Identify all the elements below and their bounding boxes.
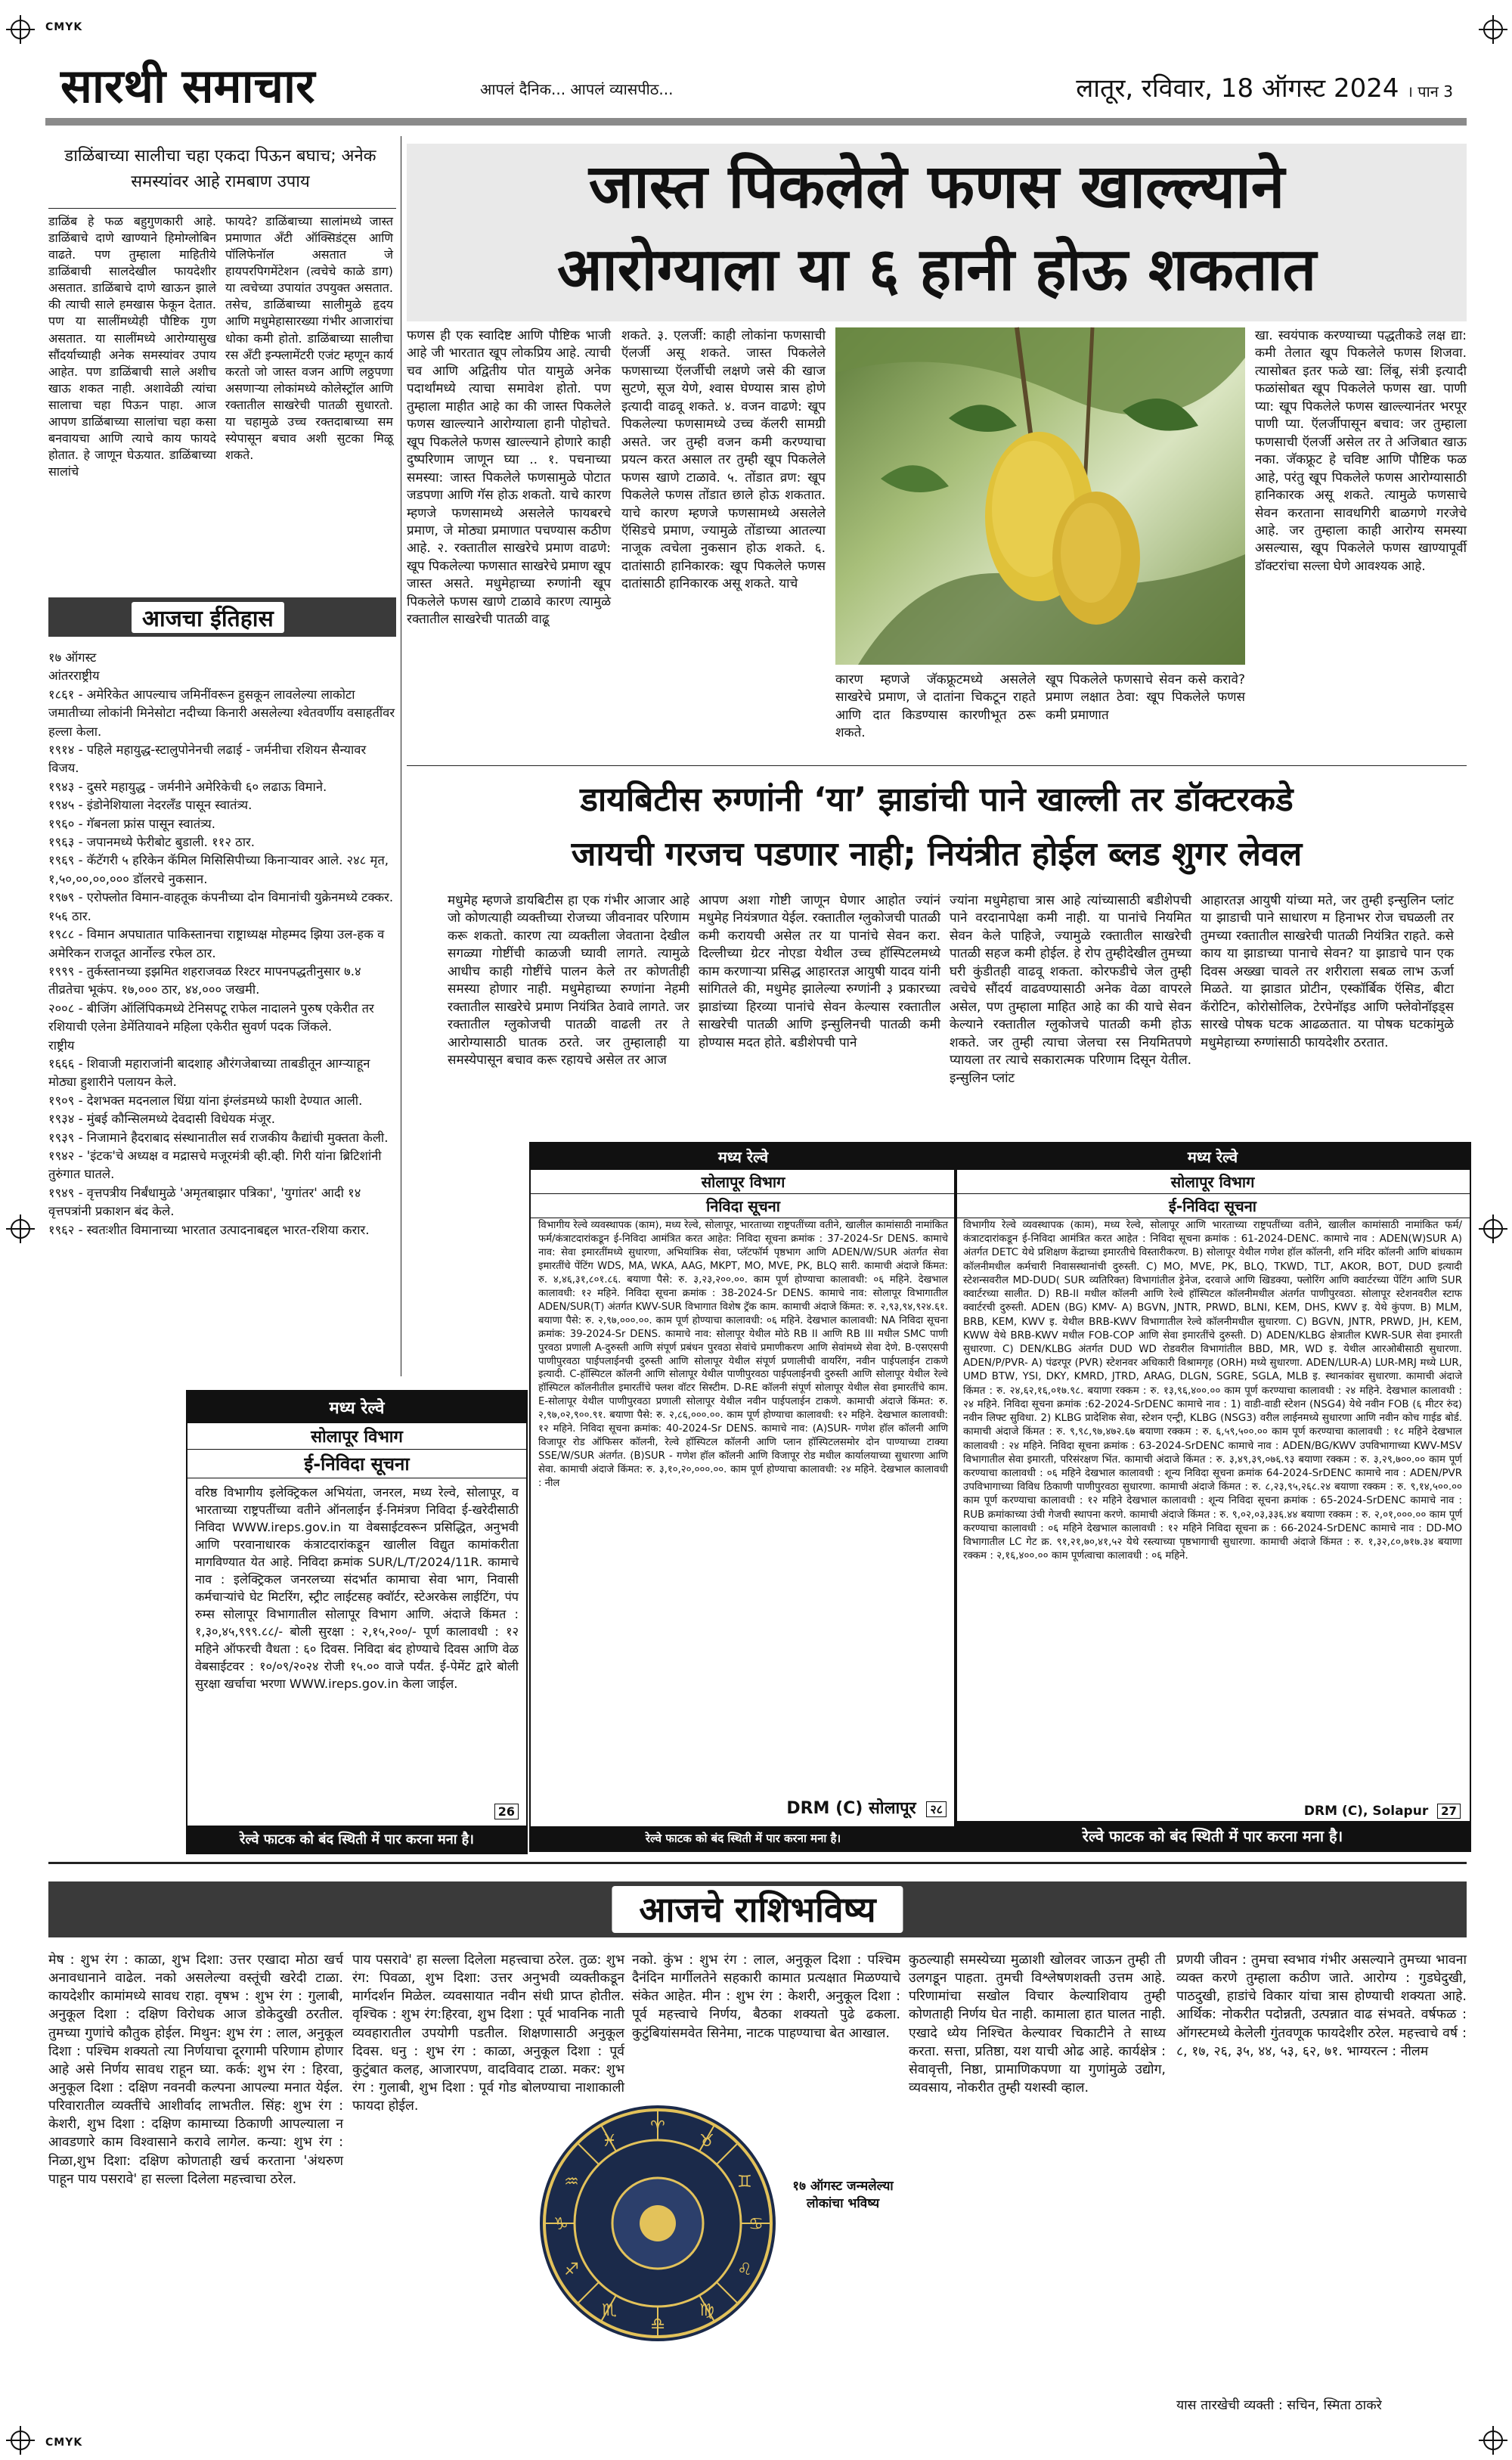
- horoscope-heading-bar: [48, 1881, 1467, 1937]
- horoscope-col2: पाय पसरावे' हा सल्ला दिलेला महत्त्वाचा ठरेल. तुळ: शुभ रंग: पिवळा, शुभ दिशा: उत्तर अनुभवी व्यक्तीकडून मार्गदर्शन मिळेल. व्यवसायात नवीन संधी प्राप्त होतील. वृश्चिक : शुभ रंग:हिरवा, शुभ दिशा : पूर्व भावनिक नाती व्यवहारातील उपयोगी पडतील. शिक्षणासाठी अनुकूल दिवस. धनु : शुभ रंग : काळा, अनुकूल दिशा : पूर्व कुटुंबात कलह, आजारपण, वादविवाद टाळा. मकर: शुभ रंग : गुलाबी, शुभ दिशा : पूर्व गोड बोलण्याचा नाशाकाली फायदा होईल.: [352, 1953, 624, 2114]
- diabetes-headline-line2: जायची गरजच पडणार नाही; नियंत्रीत होईल ब्लड शुगर लेवल: [571, 835, 1303, 873]
- history-line: २००८ - बीजिंग ऑलिंपिकमध्ये टेनिसपटू राफेल नादालने पुरुष एकेरीत तर रशियाची एलेना डेमेंतियावने महिला एकेरीत सुवर्ण पदक जिंकले.: [48, 1000, 374, 1035]
- history-heading-bar: [48, 597, 396, 637]
- jackfruit-photo-caption-right: खूप पिकलेले फणसाचे सेवन कसे करावे? प्रमाण लक्षात ठेवा: खूप पिकलेले फणस कमी प्रमाणात: [1046, 672, 1245, 723]
- history-line: १९४२ - 'इंटक'चे अध्यक्ष व मद्रासचे मजूरमंत्री व्ही.व्ही. गिरी यांना ब्रिटिशांनी तुरुंगात घातले.: [48, 1148, 382, 1182]
- jackfruit-col3: खा. स्वयंपाक करण्याच्या पद्धतीकडे लक्ष द्या: कमी तेलात खूप पिकलेले फणस शिजवा. त्यासोबत इतर फळे खा: लिंबू, संत्री इत्यादी फळांसोबत खूप पिकलेले फणस खा. पाणी प्या: खूप पिकलेले फणस खाल्ल्यानंतर भरपूर पाणी प्या. ऍलर्जीपासून बचाव: जर तुम्हाला फणसाची ऍलर्जी असेल तर ते अजिबात खाऊ नका. जॅकफ्रूट हे चविष्ट आणि पौष्टिक फळ आहे, परंतु खूप पिकलेले फणस आरोग्यासाठी हानिकारक असू शकते. त्यामुळे फणसाचे सेवन करताना सावधगिरी बाळगणे गरजेचे आहे. जर तुम्हाला काही आरोग्य समस्या असल्यास, खूप पिकलेले फणस खाण्यापूर्वी डॉक्टरांचा सल्ला घेणे आवश्यक आहे.: [1255, 328, 1467, 574]
- notice-c-number: 27: [1437, 1804, 1461, 1819]
- notice-b-footer: रेल्वे फाटक को बंद स्थिती में पार करना मना है।: [531, 1826, 956, 1850]
- history-line: १९७९ - एरोफ्लोत विमान-वाहतूक कंपनीच्या दोन विमानांची युक्रेनमध्ये टक्कर. १५६ ठार.: [48, 890, 394, 923]
- notice-b-title: निविदा सूचना: [531, 1194, 956, 1218]
- history-line: १९१४ - पहिले महायुद्ध-स्टालुपोनेनची लढाई - जर्मनीचा रशियन सैन्यावर विजय.: [48, 743, 367, 776]
- svg-text:♓: ♓: [602, 2132, 617, 2151]
- history-line: १९६२ - स्वतःशीत विमानाच्या भारतात उत्पादनाबद्दल भारत-रशिया करार.: [48, 1222, 370, 1237]
- tender-notice-c: [954, 1142, 1471, 1852]
- tender-notice-a: [186, 1390, 528, 1854]
- svg-text:♏: ♏: [602, 2301, 617, 2320]
- pomegranate-rule: [48, 208, 396, 209]
- diabetes-headline-line1: डायबिटीस रुग्णांनी ‘या’ झाडांची पाने खाल्ली तर डॉक्टरकडे: [580, 780, 1294, 819]
- jackfruit-col1: फणस ही एक स्वादिष्ट आणि पौष्टिक भाजी आहे जी भारतात खूप लोकप्रिय आहे. त्याची चव आणि अद्वितीय पोत यामुळे अनेक पदार्थांमध्ये त्याचा समावेश होतो. पण तुम्हाला माहीत आहे का की जास्त पिकलेले फणस खाल्ल्याने आरोग्याला हानी पोहोचते. खूप पिकलेले फणस खाल्ल्याने होणारे काही दुष्परिणाम जाणून घ्या .. १. पचनाच्या समस्या: जास्त पिकलेले फणसामुळे पोटात जडपणा आणि गॅस होऊ शकतो. याचे कारण म्हणजे फणसामध्ये असलेले फायबरचे प्रमाण, जे मोठ्या प्रमाणात पचण्यास कठीण आहे. २. रक्तातील साखरेचे प्रमाण वाढणे: खूप पिकलेल्या फणसात साखरेचे प्रमाण खूप जास्त असते. मधुमेहाच्या रुग्णांनी खूप पिकलेले फणस खाणे टाळावे कारण त्यामुळे रक्तातील साखरेची पातळी वाढू: [407, 328, 611, 628]
- horoscope-top-rule: [48, 1862, 1467, 1864]
- history-line: १९६३ - जपानमध्ये फेरीबोट बुडाली. ११२ ठार.: [48, 835, 256, 850]
- birthday-heading: १७ ऑगस्ट जन्मलेल्या लोकांचा भविष्य: [792, 2179, 894, 2211]
- pomegranate-col1: डाळिंब हे फळ बहुगुणकारी आहे. डाळिंबाचे दाणे खाण्याने हिमोग्लोबिन वाढते. पण तुम्हाला माहितीये डाळिंबाची सालदेखील फायदेशीर असतात. डाळिंबाचे दाणे खाऊन झाले की त्याची साले हमखास फेकून देतात. पण या सालींमध्येही पौष्टिक गुण असतात. या सालींमध्ये आरोग्यासुख सौंदर्याच्याही अनेक समस्यांवर उपाय आहेत. पण डाळिंबाची साले अशीच खाऊ शकत नाही. अशावेळी त्यांचा सालाचा चहा पिऊन पाहा. आज आपण डाळिंबाच्या सालांचा चहा कसा बनवायचा आणि त्याचे काय फायदे होतात. हे जाणून घेऊयात. डाळिंबाच्या सालांचे: [48, 214, 216, 479]
- jackfruit-headline: [407, 144, 1467, 321]
- masthead: [45, 47, 1467, 130]
- notice-a-body: वरिष्ठ विभागीय इलेक्ट्रिकल अभियंता, जनरल, मध्य रेल्वे, सोलापूर, व भारताच्या राष्ट्रपतींच्या वतीने ऑनलाईन ई-निमंत्रण निविदा ई-खरेदीसाठी निविदा WWW.ireps.gov.in या वेबसाईटवरून प्रसिद्धित, अनुभवी आणि परवानाधारक कंत्राटदारांकडून खालील विद्युत कामांकरीता मागविण्यात येत आहे. निविदा क्रमांक SUR/L/T/2024/11R. कामाचे नाव : इलेक्ट्रिकल जनरलच्या संदर्भात कामाचा सेवा भाग, निवासी कर्मचाऱ्यांचे घेट मिटरिंग, स्ट्रीट लाईटसह क्वॉर्टर, स्टेअरकेस लाईटिंग, पंप रुम्स सोलापूर विभागातील सोलापूर विभाग आणि. अंदाजे किंमत : १,३०,४५,९९९.८८/- बोली सुरक्षा : २,१५,२००/- पूर्ण कालावधी : १२ महिने ऑफरची वैधता : ६० दिवस. निविदा बंद होण्याचे दिवस आणि वेळ वेबसाईटवर : १०/०९/२०२४ रोजी १५.०० वाजे पर्यंत. ई-पेमेंट द्वारे बोली सुरक्षा खर्चाचा भरणा WWW.ireps.gov.in केला जाईल.: [195, 1485, 519, 1691]
- svg-text:♎: ♎: [650, 2315, 665, 2334]
- dateline-text: लातूर, रविवार, 18 ऑगस्ट 2024: [1076, 73, 1399, 104]
- notice-c-railway: मध्य रेल्वे: [956, 1143, 1470, 1170]
- diabetes-headline: [407, 773, 1467, 886]
- horoscope-col4: कुठल्याही समस्येच्या मुळाशी खोलवर जाऊन तुम्ही ती उलगडून पाहता. तुमची विश्लेषणशक्ती उत्तम आहे. परिणामांचा सखोल विचार केल्याशिवाय तुम्ही कोणताही निर्णय घेत नाही. कामाला हात घालत नाही. एखादे ध्येय निश्चित केल्यावर चिकाटीने ते साध्य करता. सत्ता, प्रतिष्ठा, यश याची ओढ आहे. कार्यक्षेत्र : सेवावृत्ती, निष्ठा, प्रामाणिकपणा या गुणांमुळे उद्योग, व्यवसाय, नोकरीत तुम्ही यशस्वी व्हाल.: [909, 1953, 1166, 2095]
- cmyk-label-top: CMYK: [45, 21, 83, 33]
- notice-b-division: सोलापूर विभाग: [531, 1170, 956, 1194]
- notice-c-body: विभागीय रेल्वे व्यवस्थापक (काम), मध्य रेल्वे, सोलापूर आणि भारताच्या राष्ट्रपतींच्या वतीने, खालील कामांसाठी नामांकित फर्म/कंत्राटदारांकडून ई-निविदा आमंत्रित करत आहेत : निविदा सूचना क्रमांक : 61-2024-DENC. कामाचे नाव : ADEN(W)SUR A) अंतर्गत DETC येथे प्रशिक्षण केंद्राच्या इमारतीचे विस्तारीकरण. B) सोलापूर येथील गणेश हॉल कॉलनी, शनि मंदिर कॉलनी आणि बांधकाम कॉलनीमधील कर्मचारी निवासस्थानांची दुरुस्ती. C) MO, MVE, PK, BLQ, TKWD, TLT, AKOR, BOT, DUD इत्यादी स्टेशन्सवरील MD-DUD( SUR व्यतिरिक्त) विभागांतील ड्रेनेज, दरवाजे आणि खिडक्या, फ्लोरिंग आणि क्वार्टरच्या पेंटिंग आणि SUR क्वार्टरच्या सालीत. D) RB-II मधील कॉलनी आणि रेल्वे हॉस्पिटल कॉलनीमधील अंतर्गत पाणीपुरवठा. सोलापूर स्टेशनवरील स्टाफ क्वार्टरची दुरुस्ती. ADEN (BG) KMV- A) BGVN, JNTR, PRWD, BLNI, KEM, DHS, KWV इ. येथे कुंपण. B) MLM, BRB, KEM, KWV इ. येथील BRB-KWV विभागातील रेल्वे कॉलनीमधील सुधारणा. C) BGVN, JNTR, PRWD, JH, KEM, KWW येथे BRB-KWV मधील FOB-COP आणि सेवा इमारतींचे दुरुस्ती. D) ADEN/KLBG क्षेत्रातील KWR-SUR सेवा इमारती सुधारणा. C) DEN/KLBG अंतर्गत DUD WD रोडवरील विभागांतील BBD, MR, WD इ. येथील आरओबीसाठी सुधारणा. ADEN/P/PVR- A) पंढरपूर (PVR) स्टेशनवर अधिकारी विश्रामगृह (ORH) मध्ये सुधारणा. ADEN/LUR-A) LUR-MRJ मध्ये LUR, UMD BTW, YSI, DKY, KMRD, JTRD, ARAG, DLGN, SGRE, SGLA, MLB इ. स्थानकांवर सुधारणा. कामाची अंदाजे किंमत : रु. २४,६२,१६,०१७.९८. बयाणा रक्कम : रु. १३,९६,४००.०० काम पूर्ण करण्याचा कालावधी : २४ महिने. देखभाल कालावधी : २४ महिने. निविदा सूचना क्रमांक :62-2024-SrDENC कामाचे नाव : 1) वाडी-वाडी स्टेशन (NSG4) येथे नवीन FOB (६ मीटर रुंद) नवीन लिफ्ट सुविधा. 2) KLBG प्रादेशिक सेवा, स्टेशन एन्ट्री, KLBG (NSG3) वरील लाईनमध्ये सुधारणा आणि नवीन कोच गाईड बोर्ड. कामाची अंदाजे किंमत : रु. ९,९८,९७,४७२.६७ बयाणा रक्कम : रु. ६,५९,५००.०० काम पूर्ण करण्याचा कालावधी : १८ महिने देखभाल कालावधी : २४ महिने. निविदा सूचना क्रमांक : 63-2024-SrDENC कामाचे नाव : ADEN/BG/KWV उपविभागाच्या KWV-MSV विभागातील सेवा इमारती, परिसंरक्षण भिंत. कामाची अंदाजे किंमत : रु. ३,४९,३९,०७६.९३ बयाणा रक्कम : रु. ३,२९,७००.०० काम पूर्ण करण्याचा कालावधी : ०६ महिने देखभाल कालावधी : शून्य निविदा सूचना क्रमांक 64-2024-SrDENC कामाचे नाव : ADEN/PVR उपविभागाच्या विविध ठिकाणी पाणीपुरवठा सुधारणा. कामाची अंदाजे किंमत : रु. ८,२३,९५,२६८.२४ बयाणा रक्कम : रु. ९,१४,५००.०० काम पूर्ण करण्याचा कालावधी : १२ महिने देखभाल कालावधी : शून्य निविदा सूचना क्रमांक : 65-2024-SrDENC कामाचे नाव : RUB क्रमांकाच्या उंची गेजची स्थापना करणे. कामाची अंदाजे किंमत : रु. ९,०२,०३,३३६.४४ बयाणा रक्कम : रु. २,०१,०००.०० काम पूर्ण करण्याचा कालावधी : ०६ महिने देखभाल कालावधी : १२ महिने निविदा सूचना क्र : 66-2024-SrDENC कामाचे नाव : DD-MO विभागातील LC गेट क्र. ९१,२१,७०,४१,५२ येथे रस्त्याच्या पृष्ठभागाची सुधारणा. कामाची अंदाजे किंमत : रु. १,३२,८०,७१७.३४ बयाणा रक्कम : २,१६,४००.०० काम पूर्णत्वाचा कालावधी : ०६ महिने.: [963, 1220, 1462, 1562]
- history-line: १९८८ - विमान अपघातात पाकिस्तानचा राष्ट्राध्यक्ष मोहम्मद झिया उल-हक व अमेरिकन राजदूत आर्नोल्ड रफेल ठार.: [48, 927, 385, 960]
- history-line: १९४३ - दुसरे महायुद्ध - जर्मनीने अमेरिकेची ६० लढाऊ विमाने.: [48, 779, 327, 794]
- registration-mark-top-right-icon: [1483, 20, 1503, 39]
- masthead-title: सारथी समाचार: [60, 58, 315, 113]
- svg-text:♋: ♋: [748, 2215, 764, 2234]
- section-rule: [407, 765, 1467, 766]
- history-line: १९०९ - देशभक्त मदनलाल धिंग्रा यांना इंग्लंडमध्ये फाशी देण्यात आली.: [48, 1093, 363, 1108]
- svg-text:♐: ♐: [564, 2260, 579, 2279]
- notice-c-title: ई-निविदा सूचना: [956, 1194, 1470, 1218]
- notice-b-railway: मध्य रेल्वे: [531, 1143, 956, 1170]
- masthead-rule: [45, 118, 1467, 126]
- horoscope-col3: नको. कुंभ : शुभ रंग : लाल, अनुकूल दिशा : पश्चिम दैनंदिन मार्गीलतेने सहकारी कामात प्रत्यक्षात मिळण्याचे संकेत आहेत. मीन : शुभ रंग : केशरी, अनुकूल दिशा : पूर्व महत्त्वाचे निर्णय, बैठका शक्यतो पुढे ढकला. कुटुंबियांसमवेत सिनेमा, नाटक पाहण्याचा बेत आखाल.: [632, 1953, 900, 2041]
- notice-b-signature-row: [786, 1796, 947, 1819]
- notice-c-footer: रेल्वे फाटक को बंद स्थिती में पार करना मना है।: [956, 1821, 1470, 1850]
- jackfruit-photo-caption-left: कारण म्हणजे जॅकफ्रूटमध्ये असलेले साखरेचे प्रमाण, जे दातांना चिकटून राहते आणि दात किडण्यास कारणीभूत ठरू शकते.: [835, 672, 1036, 741]
- notice-b-signature: DRM (C) सोलापूर: [786, 1799, 916, 1818]
- pomegranate-col2: फायदे? डाळिंबाच्या सालांमध्ये जास्त प्रमाणात अँटी ऑक्सिडंट्स आणि पॉलिफेनॉल असतात जे हायपरपिगमेंटेशन (त्वचेचे काळे डाग) या त्वचेच्या उपायांत उपयुक्त असतात. तसेच, डाळिंबाच्या सालीमुळे हृदय आणि मधुमेहासारख्या गंभीर आजारांचा धोका कमी होतो. डाळिंबाच्या सालीचा रस अँटी इन्फ्लामेंटरी एजंट म्हणून कार्य करतो जो जास्त वजन आणि लठ्ठपणा असणाऱ्या लोकांमध्ये कोलेस्ट्रॉल आणि रक्तातील साखरेची पातळी सुधारतो. या चहामुळे उच्च रक्तदाबाच्या सम स्येपासून बचाव अशी सुटका मिळू शकते.: [225, 214, 393, 463]
- svg-text:♑: ♑: [553, 2215, 569, 2234]
- registration-mark-mid-left-icon: [11, 1219, 30, 1239]
- notice-a-division: सोलापूर विभाग: [187, 1423, 526, 1450]
- svg-text:♒: ♒: [564, 2173, 579, 2192]
- notice-a-railway: मध्य रेल्वे: [187, 1391, 526, 1423]
- jackfruit-illustration: [835, 327, 1245, 665]
- diabetes-col1: मधुमेह म्हणजे डायबिटीस हा एक गंभीर आजार आहे जो कोणत्याही व्यक्तीच्या रोजच्या जीवनावर परिणाम करू शकतो. कारण त्या व्यक्तीला जेवताना देखील सगळ्या गोष्टींची काळजी घ्यावी लागते. त्यामुळे आधीच काही गोष्टींचे पालन केले तर कोणतीही समस्या होणार नाही. मधुमेहाच्या रुग्णांना नेहमी रक्तातील साखरेचे प्रमाण नियंत्रित ठेवावे लागते. जर रक्तातील ग्लुकोजची पातळी वाढली तर ते आरोग्यासाठी घातक ठरते. जर तुम्हालाही या समस्येपासून बचाव करू रहायचे असेल तर आज: [448, 893, 689, 1069]
- registration-mark-mid-right-icon: [1483, 1219, 1503, 1239]
- horoscope-col5: प्रणयी जीवन : तुमचा स्वभाव गंभीर असल्याने तुमच्या भावना व्यक्त करणे तुम्हाला कठीण जाते. आरोग्य : गुडघेदुखी, पाठदुखी, हाडांचे विकार यांचा त्रास होण्याची शक्यता आहे. आर्थिक: नोकरीत पदोन्नती, उत्पन्नात वाढ संभवते. वर्षफळ : ऑगस्टमध्ये केलेली गुंतवणूक फायदेशीर ठरेल. महत्त्वाचे वर्ष : ८, १७, २६, ३५, ४४, ५३, ६२, ७१. भाग्यरत्न : नीलम: [1176, 1953, 1467, 2059]
- history-line: १९४९ - वृत्तपत्रीय निर्बंधामुळे 'अमृतबाझार पत्रिका', 'युगांतर' आदी १४ वृत्तपत्रांनी प्रकाशन बंद केले.: [48, 1185, 361, 1219]
- history-line: १६६६ - शिवाजी महाराजांनी बादशाह औरंगजेबाच्या ताबडीतून आग्ऱ्याहून मोठ्या हुशारीने पलायन केले.: [48, 1056, 370, 1090]
- masthead-dateline: [1076, 70, 1453, 104]
- history-line: १७ ऑगस्ट: [48, 650, 97, 665]
- svg-text:♍: ♍: [699, 2301, 714, 2320]
- pomegranate-headline: डाळिंबाच्या सालीचा चहा एकदा पिऊन बघाच; अनेक समस्यांवर आहे रामबाण उपाय: [64, 147, 376, 192]
- diabetes-col3: ज्यांना मधुमेहाचा त्रास आहे त्यांच्यासाठी बडीशेपची पाने वरदानापेक्षा कमी नाही. या पानांचे नियमित सेवन केले पाहिजे, ज्यामुळे रक्तातील साखरेची पातळी सहज कमी होईल. हे रोप तुम्हीदेखील तुमच्या घरी कुंडीतही वाढवू शकता. कोरफडीचे जेल तुम्ही त्वचेचे सौंदर्य वाढवण्यासाठी अनेक वेळा वापरले असेल, पण तुम्हाला माहित आहे का की याचे सेवन केल्याने रक्तातील ग्लुकोजचे पातळी कमी होऊ शकते. जर तुम्ही त्याचा जेलचा रस नियमितपणे प्यायला तर त्याचे सकारात्मक परिणाम दिसून येतील. इन्सुलिन प्लांट: [950, 893, 1191, 1086]
- notice-b-body: विभागीय रेल्वे व्यवस्थापक (काम), मध्य रेल्वे, सोलापूर, भारताच्या राष्ट्रपतींच्या वतीने, खालील कामांसाठी नामांकित फर्म/कंत्राटदारांकडून ई-निविदा आमंत्रित करत आहेत: निविदा सूचना क्रमांक : 37-2024-Sr DENS. कामाचे नाव: सेवा इमारतींमध्ये सुधारणा, अभियांत्रिक सेवा, प्लॅटफॉर्म पृष्ठभाग आणि ADEN/W/SUR अंतर्गत सेवा इमारतींचे पेंटिंग WDS, MA, WKA, AAG, MKPT, MO, MVE, PK, BLQ सारी. कामाची अंदाजे किंमत: रु. ४,४६,३१,८०१.८६. बयाणा पैसे: रु. ३,२३,२००.००. काम पूर्ण होण्याचा कालावधी: ०६ महिने. देखभाल कालावधी: १२ महिने. निविदा सूचना क्रमांक : 38-2024-Sr DENS. कामाचे नाव: सोलापूर विभागातील ADEN/SUR(T) अंतर्गत KWV-SUR विभागात विशेष ट्रॅक काम. कामाची अंदाजे किंमत: रु. २,९३,९४,९२४.६१. बयाणा पैसे: रु. २,९७,०००.००. काम पूर्ण होण्याचा कालावधी: ०६ महिने. देखभाल कालावधी: NA निविदा सूचना क्रमांक: 39-2024-Sr DENS. कामाचे नाव: सोलापूर येथील मोठे RB II आणि RB III मधील SMC पाणी पुरवठा प्रणाली A-दुरुस्ती आणि संपूर्ण प्रबंधन पुरवठा सेवांचे प्रमाणीकरण आणि सेवांमध्ये सेवा देणे. B-एसएसपी पाणीपुरवठा पाईपलाईनची दुरुस्ती आणि सोलापूर येथील संपूर्ण प्रणालीची वायरिंग, नवीन पाईपलाईन टाकणे इत्यादी. C-हॉस्पिटल कॉलनी आणि सोलापूर येथील पाणीपुरवठा पाईपलाईनची दुरुस्ती आणि सोलापूर येथील रेल्वे हॉस्पिटल कॉलनीतील इमारतींचे फ्लश वॉटर सिस्टीम. D-RE कॉलनी संपूर्ण सोलापूर येथील सेवा इमारतींचे काम. E-सोलापूर येथील पाणीपुरवठा प्रणाली सोलापूर येथील नवीन पाईपलाईन टाकणे. कामाची अंदाजे किंमत: रु. २,९७,०२,९००.९१. बयाणा पैसे: रु. २,८६,०००.००. काम पूर्ण होण्याचा कालावधी: १२ महिने. देखभाल कालावधी: १२ महिने. निविदा सूचना क्रमांक: 40-2024-Sr DENS. कामाचे नाव: (A)SUR- गणेश हॉल कॉलनी आणि विजापूर रोड ऑफिसर कॉलनी, रेल्वे हॉस्पिटल कॉलनी आणि प्लान हॉस्पिटलसमोर दोन पाण्याच्या टाक्या SSE/W/SUR अंतर्गत. (B)SUR - गणेश हॉल कॉलनी आणि विजापूर रोड मधील कार्यालयाच्या सुधारणा आणि सेवा. कामाची अंदाजे किंमत: रु. ३,१०,२०,०००.००. काम पूर्ण होण्याचा कालावधी: २४ महिने. देखभाल कालावधी : नील: [538, 1220, 948, 1490]
- jackfruit-photo: [835, 327, 1245, 665]
- svg-text:♊: ♊: [737, 2173, 752, 2192]
- history-line: १९४५ - इंडोनेशियाला नेदरलँड पासून स्वातंत्र्य.: [48, 798, 253, 813]
- notice-a-title: ई-निविदा सूचना: [187, 1450, 526, 1478]
- notice-c-signature: DRM (C), Solapur: [1303, 1804, 1429, 1819]
- jackfruit-col2: शकते. ३. एलर्जी: काही लोकांना फणसाची ऍलर्जी असू शकते. जास्त पिकलेले फणसाच्या ऍलर्जीची लक्षणे जसे की खाज सुटणे, सूज येणे, श्वास घेण्यास त्रास होणे इत्यादी वाढवू शकते. ४. वजन वाढणे: खूप पिकलेल्या फणसामध्ये उच्च कॅलरी सामग्री असते. जर तुम्ही वजन कमी करण्याचा प्रयत्न करत असाल तर तुम्ही खूप पिकलेले फणस खाणे टाळावे. ५. तोंडात व्रण: खूप पिकलेले फणस तोंडात छाले होऊ शकतात. याचे कारण म्हणजे फणसामध्ये असलेले ऍसिडचे प्रमाण, ज्यामुळे तोंडाच्या आतल्या नाजूक त्वचेला नुकसान होऊ शकते. ६. दातांसाठी हानिकारक: खूप पिकलेले फणस दातांसाठी हानिकारक असू शकते. याचे: [621, 328, 826, 592]
- history-line: १९६९ - कॅटॅगरी ५ हरिकेन कॅमिल मिसिसिपीच्या किनाऱ्यावर आले. २४८ मृत, १,५०,००,००,००० डॉलरचे नुकसान.: [48, 853, 389, 886]
- history-line: १८६१ - अमेरिकेत आपल्याच जमिनींवरून हुसकून लावलेल्या लाकोटा जमातीच्या लोकांनी मिनेसोटा नदीच्या किनारी असलेल्या श्वेतवर्णीय वसाहतींवर हल्ला केला.: [48, 687, 395, 739]
- history-line: १९९९ - तुर्कस्तानच्या इझमित शहराजवळ रिश्टर मापनपद्धतीनुसार ७.४ तीव्रतेचा भूकंप. १७,००० ठार, ४४,००० जखमी.: [48, 963, 361, 997]
- notice-b-number: २८: [926, 1801, 947, 1817]
- tender-notice-b: [529, 1142, 957, 1852]
- history-line: राष्ट्रीय: [48, 1038, 75, 1053]
- history-heading: आजचा ईतिहास: [132, 602, 284, 633]
- svg-text:♉: ♉: [699, 2132, 714, 2151]
- svg-text:♈: ♈: [650, 2118, 665, 2137]
- history-line: १९६० - गॅबनला फ्रांस पासून स्वातंत्र्य.: [48, 816, 216, 831]
- horoscope-col1: मेष : शुभ रंग : काळा, शुभ दिशा: उत्तर एखादा मोठा खर्च अनावधानाने वाढेल. नको असलेल्या वस्तूंची खरेदी टाळा. कायदेशीर कामांमध्ये सावध राहा. वृषभ : शुभ रंग : गुलाबी, अनुकूल दिशा : दक्षिण विरोधक आज डोकेदुखी ठरतील. तुमच्या गुणांचे कौतुक होईल. मिथुन: शुभ रंग : लाल, अनुकूल दिशा : पश्चिम शक्यतो त्या निर्णयाचा दूरगामी परिणाम होणार आहे असे निर्णय सावध राहून घ्या. कर्क: शुभ रंग : हिरवा, अनुकूल दिशा : दक्षिण नवनवी कल्पना आपल्या मनात येईल. परिवारातील व्यक्तींचे आशीर्वाद लाभतील. सिंह: शुभ रंग : केशरी, शुभ दिशा : दक्षिण कामाच्या ठिकाणी आपल्याला न आवडणारे काम विश्वासाने करावे लागेल. कन्या: शुभ रंग : निळा,शुभ दिशा: दक्षिण कोणताही खर्च करताना 'अंथरुण पाहून पाय पसरावे' हा सल्ला दिलेला महत्त्वाचा ठरेल.: [48, 1953, 343, 2187]
- notice-a-footer: रेल्वे फाटक को बंद स्थिती में पार करना मना है।: [187, 1826, 526, 1853]
- history-line: १९३९ - निजामाने हैदराबाद संस्थानातील सर्व राजकीय कैद्यांची मुक्तता केली.: [48, 1130, 389, 1145]
- horoscope-author: यास तारखेची व्यक्ती : सचिन, स्मिता ठाकरे: [1176, 2398, 1382, 2413]
- notice-a-number: 26: [494, 1804, 519, 1819]
- registration-mark-bottom-left-icon: [11, 2431, 30, 2450]
- cmyk-label-bottom: CMYK: [45, 2437, 83, 2449]
- registration-mark-bottom-right-icon: [1483, 2431, 1503, 2450]
- page-number: । पान 3: [1407, 82, 1453, 101]
- notice-c-signature-row: [1304, 1804, 1461, 1819]
- history-line: आंतरराष्ट्रीय: [48, 669, 100, 684]
- jackfruit-headline-line1: जास्त पिकलेले फणस खाल्ल्याने: [588, 150, 1285, 222]
- svg-text:♌: ♌: [737, 2260, 752, 2279]
- diabetes-col4: आहारतज्ञ आयुषी यांच्या मते, जर तुम्ही इन्सुलिन प्लांट या झाडाची पाने साधारण म हिनाभर रोज चघळली तर तुमच्या रक्तातील साखरेची पातळी नियंत्रित राहते. कसे काय या झाडाच्या पानाचे सेवन? या झाडाचे पान एक दिवस अख्खा चावले तर शरीराला सबळ लाभ ऊर्जा मिळते. या झाडात प्रोटीन, एस्कॉर्बिक ऍसिड, बीटा कॅरोटिन, कोरोसोलिक, टेरपेनॉइड आणि फ्लेवोनॉइड्स सारखे पोषक घटक आढळतात. या पोषक घटकांमुळे मधुमेहाच्या रुग्णांसाठी फायदेशीर ठरतात.: [1201, 893, 1454, 1050]
- registration-mark-top-left-icon: [11, 20, 30, 39]
- history-line: १९३४ - मुंबई कौन्सिलमध्ये देवदासी विधेयक मंजूर.: [48, 1112, 275, 1127]
- diabetes-col2: आपण अशा गोष्टी जाणून घेणार आहोत ज्यांनं मधुमेह नियंत्रणात येईल. रक्तातील ग्लुकोजची पातळी कमी करायची असेल तर या पानांचे सेवन करा. दिल्लीच्या ग्रेटर नोएडा येथील उच्च हॉस्पिटलमध्ये काम करणाऱ्या प्रसिद्ध आहारतज्ञ आयुषी यादव यांनी सांगितले की, मधुमेह झालेल्या रुग्णांनी ३ प्रकारच्या झाडांच्या हिरव्या पानांचे सेवन केल्यास रक्तातील साखरेची पातळी आणि इन्सुलिनची पातळी कमी होण्यास मदत होते. बडीशेपची पाने: [699, 893, 940, 1050]
- history-list: [48, 649, 396, 1363]
- jackfruit-headline-line2: आरोग्याला या ६ हानी होऊ शकतात: [556, 235, 1317, 304]
- zodiac-wheel: [537, 2102, 779, 2344]
- zodiac-wheel-icon: [537, 2102, 779, 2344]
- notice-c-division: सोलापूर विभाग: [956, 1170, 1470, 1194]
- horoscope-heading: आजचे राशिभविष्य: [612, 1886, 903, 1933]
- masthead-tagline: आपलं दैनिक... आपलं व्यासपीठ...: [480, 80, 674, 98]
